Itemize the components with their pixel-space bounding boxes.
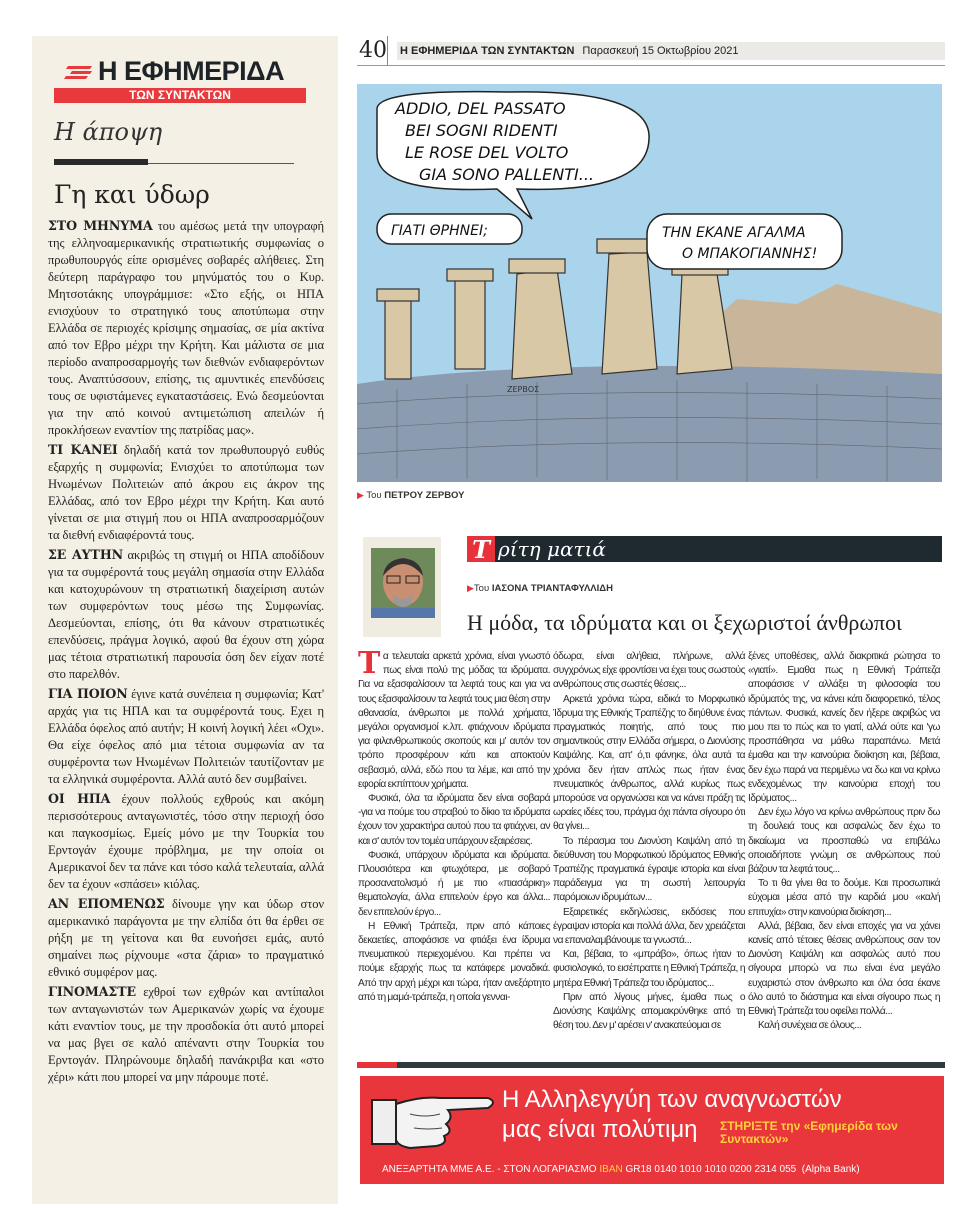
article-column-1 [358, 646, 550, 1005]
byline-prefix: Του [366, 490, 382, 501]
opinion-paragraph [48, 546, 324, 683]
paragraph-text: Δεν έχω λόγο να κρίνω ανθρώπους πριν δω τη δουλειά τους και ασφαλώς δεν έχω το δικαίωμα να προσπαθώ να επιβάλω οποιαδήποτε γνώμη σε ανθρώπους πού βάζουν τα λεφτά τους... [748, 807, 940, 876]
article-paragraph [553, 835, 745, 906]
opinion-paragraph [48, 790, 324, 893]
iban-label: IBAN [599, 1164, 623, 1175]
paragraph-text: Φυσικά, υπάρχουν ιδρύματα και ιδρύματα. Πλουσιότερα και φτωχότερα, με σοβαρό προσανατολισμό ή με πιο «πιασάρικη» θεματολογία, άλλα επιτελούν έργο και άλλα... δεν επιτελούν έργο... [358, 849, 550, 918]
article-paragraph [553, 948, 745, 991]
paragraph-text: όδωρα, είναι αλήθεια, πλήρωνε, αλλά συγχρόνως είχε φροντίσει να έχει τους σωστούς ανθρώπους στις σωστές θέσεις... [553, 651, 745, 691]
article-title: Η μόδα, τα ιδρύματα και οι ξεχωριστοί άνθρωποι [467, 610, 902, 635]
opinion-column [32, 36, 338, 1204]
article-column-3 [748, 650, 940, 1033]
paragraph-text: του αμέσως μετά την υπογραφή της ελληνοαμερικανικής στρατιωτικής συμφωνίας ο πρωθυπουργός είπε ορισμένες σοβαρές αλήθειες. Στη δεύτερη παράγραφο του μηνύματός του ο Κυρ. Μητσοτάκης υπογράμμισε: «Στο εξής, οι ΗΠΑ ενισχύουν το στρατηγικό τους αποτύπωμα στην Ελλάδα σε περιοχές κρίσιμης σημασίας, σε μία ακτίνα από τον Εβρο μέχρι την Κρήτη. Και μάλιστα σε μια περίοδο αναπροσαρμογής των διεθνών ενδιαφερόντων τους. Αναπτύσσουν, επίσης, τις αμυντικές επενδύσεις τους σε υφιστάμενες εγκαταστάσεις. Ενώ δεσμεύονται για την από κοινού αντιμετώπιση απειλών ή προκλήσεων εναντίον της πατρίδας μας». [48, 219, 325, 437]
bubble3-line2: Ο ΜΠΑΚΟΓΙΑΝΝΗΣ! [682, 246, 818, 262]
article-paragraph [358, 920, 550, 1005]
column-initial: Τ [467, 536, 495, 562]
header-strip [397, 42, 945, 60]
account-text: ΑΝΕΞΑΡΤΗΤΑ ΜΜΕ Α.Ε. - ΣΤΟΝ ΛΟΓΑΡΙΑΣΜΟ [382, 1164, 597, 1175]
opinion-title: Γη και ύδωρ [54, 180, 210, 209]
cartoon-byline [357, 490, 465, 501]
paragraph-lead: ΣΤΟ ΜΗΝΥΜΑ [48, 218, 153, 233]
ad-cta[interactable]: ΣΤΗΡΙΞΤΕ την «Εφημερίδα των Συντακτών» [720, 1119, 898, 1146]
paragraph-text: Το τι θα γίνει θα το δούμε. Και προσωπικά εύχομαι μέσα από την καρδιά μου «καλή επιτυχία» στην καινούρια διοίκηση... [748, 878, 940, 918]
article-paragraph [553, 991, 745, 1034]
paragraph-text: εχθροί των εχθρών και αντίπαλοι των ανταγωνιστών των Αμερικανών χωρίς να έχουμε κάτι εναντίον τους, με την προσδοκία ότι αυτό μπορεί να μας βγει σε καλό απέναντι στην Τουρκία του Ερντογάν. Πληρώνουμε δηλαδή πανάκριβα και «στο χέρι» κάτι που μπορεί να μην πάρουμε ποτέ. [48, 985, 324, 1084]
paragraph-text: Αλλά, βέβαια, δεν είναι εποχές για να χάνει κανείς από τέτοιες θέσεις ανθρώπους σαν τον Διονύση Καψάλη και ασφαλώς αυτό που σίγουρα μπορώ να πω είναι ένα μεγάλο ευχαριστώ στον άνθρωπο και όλα όσα έκανε όλο αυτό το διάστημα και είναι σίγουρο πως η Εθνική Τράπεζα του οφείλει πολλά... [748, 920, 940, 1018]
triangle-icon: ▶ [467, 583, 474, 593]
column-byline [467, 583, 613, 594]
paragraph-text: ακριβώς τη στιγμή οι ΗΠΑ αποδίδουν για τα συμφέροντά τους μεγάλη σημασία στην Ελλάδα και κατοχυρώνουν τη στρατιωτική διαχείριση αυτών των συμφερόντων τους μέσω της Συμφωνίας. Δεσμεύονται, επίσης, ότι θα κάνουν στρατιωτικές επενδύσεις, πράγμα λογικό, αφού θα έχουν στη χώρα μας τέτοια στρατιωτική παρουσία όση δεν είχαν ποτέ στο παρελθόν. [48, 548, 324, 681]
paragraph-lead: ΤΙ ΚΑΝΕΙ [48, 442, 118, 457]
paragraph-text: Αρκετά χρόνια τώρα, ειδικά το Μορφωτικό Ίδρυμα της Εθνικής Τραπέζης το διηύθυνε ένας πραγματικός ποιητής, από τους πιο σημαντικούς στην Ελλάδα σήμερα, ο Διονύσης Καψάλης. Και, απ' ό,τι φάνηκε, όλα αυτά τα χρόνια δεν ήταν απλώς πως ήταν ένας πνευματικός άνθρωπος, αλλά κυρίως πως μπορούσε να οργανώσει και να κάνει πράξη τις ωραίες ιδέες του, πράγμα όχι πάντα σίγουρο ότι θα γίνει... [553, 693, 745, 833]
paragraph-text: έχουν πολλούς εχθρούς και ακόμη περισσότερους ανταγωνιστές, τόσο στην περιοχή όσο και παγκοσμίως. Εμείς μόνο με την Τουρκία του Ερντογάν έχουμε πρόβλημα, με την οποία οι Αμερικανοί δεν τα πάνε και τόσο καλά τελευταία, αλλά δεν τα έχουν «σπάσει» κιόλας. [48, 792, 324, 891]
ad-headline-1: Η Αλληλεγγύη των αναγνωστών [502, 1086, 842, 1113]
article-paragraph [748, 806, 940, 877]
paragraph-text: Και, βέβαια, το «μπράβο», όπως ήταν το φυσιολογικό, το εισέπραττε η Εθνική Τράπεζα, η μητέρα Εθνική Τράπεζα του ιδρύματος... [553, 949, 745, 989]
paper-name: Η ΕΦΗΜΕΡΙΔΑ ΤΩΝ ΣΥΝΤΑΚΤΩΝ [400, 45, 575, 57]
article-paragraph [553, 693, 745, 835]
logo-subtitle: ΤΩΝ ΣΥΝΤΑΚΤΩΝ [54, 88, 306, 103]
iban-number: GR18 0140 1010 1010 0200 2314 055 [625, 1164, 797, 1175]
paragraph-text: δηλαδή κατά τον πρωθυπουργό ευθύς εξαρχής η συμφωνία; Ενισχύει το αποτύπωμα των Ηνωμένων Πολιτειών από άκρου εις άκρον της Ελλάδας, από τον Εβρο μέχρι την Κρήτη. Και αυτό γίνεται σε μια στιγμή που οι ΗΠΑ αναπροσαρμόζουν τα διεθνή ενδιαφέροντά τους. [48, 443, 324, 542]
ad-account-line [382, 1164, 860, 1175]
paragraph-text: Η Εθνική Τράπεζα, πριν από κάποιες δεκαετίες, αποφάσισε να φτιάξει ένα ίδρυμα πνευματικού περιεχομένου. Και πρέπει να πούμε εξαρχής πως τα κατάφερε μοναδικά. Από την αρχή μέχρι και τώρα, ήταν ανεξάρτητο από τη μαμά-τράπεζα, η οποία γενναι- [358, 920, 550, 1003]
paragraph-lead: ΟΙ ΗΠΑ [48, 791, 111, 806]
logo-name: Η ΕΦΗΜΕΡΙΔΑ [98, 56, 285, 86]
article-paragraph [358, 646, 550, 792]
bubble1-line4: GIA SONO PALLENTI... [419, 165, 594, 184]
pointing-hand-icon [370, 1084, 500, 1154]
paragraph-lead: ΑΝ ΕΠΟΜΕΝΩΣ [48, 896, 165, 911]
paragraph-text: Καλή συνέχεια σε όλους... [758, 1020, 862, 1032]
opinion-paragraph [48, 983, 324, 1086]
paragraph-text: Το πέρασμα του Διονύση Καψάλη από τη διεύθυνση του Μορφωτικού Ιδρύματος Εθνικής Τραπέζης πραγματικά έγραψε ιστορία και είναι παράδειγμα για τη σωστή λειτουργία παρόμοιων ιδρυμάτων... [553, 835, 745, 904]
ad-headline-2: μας είναι πολύτιμη [502, 1116, 698, 1143]
byline-prefix: Του [473, 583, 490, 594]
cartoon-illustration [357, 84, 942, 482]
article-paragraph [748, 920, 940, 1019]
divider-bar [357, 1062, 945, 1068]
paragraph-text: Φυσικά, όλα τα ιδρύματα δεν είναι σοβαρά -για να πούμε του στραβού το δίκιο τα ιδρύματα έχουν τον χαρακτήρα αυτού που τα φτιάχνει, αν και σ' αυτόν τον τομέα υπάρχουν εξαιρέσεις. [358, 793, 550, 847]
article-paragraph [748, 650, 940, 806]
solidarity-ad-banner[interactable] [360, 1076, 944, 1184]
triangle-icon: ▶ [357, 490, 364, 500]
paragraph-lead: ΓΙΝΟΜΑΣΤΕ [48, 984, 137, 999]
article-paragraph [553, 906, 745, 949]
column-author: ΙΑΣΟΝΑ ΤΡΙΑΝΤΑΦΥΛΛΙΔΗ [491, 583, 613, 594]
bubble1-line3: LE ROSE DEL VOLTO [405, 143, 569, 162]
paragraph-lead: ΣΕ ΑΥΤΗΝ [48, 547, 124, 562]
bubble2-text: ΓΙΑΤΙ ΘΡΗΝΕΙ; [391, 223, 488, 239]
article-paragraph [553, 650, 745, 693]
column-header [467, 536, 942, 562]
bubble1-line2: BEI SOGNI RIDENTI [405, 121, 558, 140]
paragraph-text: Εξαιρετικές εκδηλώσεις, εκδόσεις που έγραψαν ιστορία και πολλά άλλα, δεν χρειάζεται να επαναλαμβάνουμε τα γνωστά... [553, 906, 745, 947]
page-number: 40 [359, 38, 387, 63]
opinion-paragraph [48, 217, 324, 439]
article-paragraph [748, 1019, 940, 1033]
bubble3-line1: ΤΗΝ ΕΚΑΝΕ ΑΓΑΛΜΑ [662, 225, 806, 241]
opinion-paragraph [48, 685, 324, 788]
paragraph-text: έγινε κατά συνέπεια η συμφωνία; Κατ' αρχάς για τις ΗΠΑ και τα συμφέροντά τους. Εχει η Ελλάδα όφελος από αυτήν; Η κοινή λογική λέει «Οχι». Θα είχε όφελος από μια τέτοια συμφωνία αν τα συμφέροντα των Ηνωμένων Πολιτειών ταυτίζονταν με τα ελληνικά συμφέροντα. Αλλά αυτό δεν συμβαίνει. [48, 687, 325, 786]
bank-name: (Alpha Bank) [801, 1164, 860, 1175]
opinion-paragraph [48, 895, 324, 981]
paragraph-text: Πριν από λίγους μήνες, έμαθα πως ο Διονύσης Καψάλης απομακρύνθηκε από τη θέση του. Δεν μ' αρέσει ν' ανακατεύομαι σε [553, 991, 745, 1032]
opinion-paragraph [48, 441, 324, 544]
newspaper-logo [42, 48, 328, 108]
paragraph-text: δίνουμε γην και ύδωρ στον αμερικανικό παράγοντα με την ελπίδα ότι θα έρθει σε ρήξη με τη γείτονα και θα ευνοήσει εμάς, αυτό σημαίνει πως ρίχνουμε «στα ζάρια» το πραγματικό εθνικό συμφέρον μας. [48, 897, 324, 979]
speed-streak-icon [64, 64, 94, 80]
page-header [357, 36, 945, 66]
column-label: ρίτη ματιά [498, 537, 606, 561]
section-label: Η άποψη [54, 118, 163, 146]
paragraph-lead: ΓΙΑ ΠΟΙΟΝ [48, 686, 128, 701]
paragraph-text: ξένες υποθέσεις, αλλά διακριτικά ρώτησα το «γιατί». Εμαθα πως η Εθνική Τράπεζα αποφάσισε ν' αλλάξει τη φιλοσοφία του ιδρύματός της, να κάνει κάτι διαφορετικό, τέλος πάντων. Φυσικά, κανείς δεν ήξερε ακριβώς να μου πει το πώς και το γιατί, αλλά ούτε και 'γω προσπάθησα να μάθω παραπάνω. Μετά έμαθα και την καινούρια διοίκηση και, βέβαια, δεν έχω παρά να περιμένω να δω και να κρίνω ενδεχομένως την καινούρια εποχή του Ιδρύματος... [748, 651, 940, 805]
opinion-body [48, 217, 324, 1086]
cartoonist-signature: ΖΕΡΒΟΣ [507, 385, 540, 394]
editorial-cartoon [357, 84, 942, 482]
paragraph-text: α τελευταία αρκετά χρόνια, είναι γνωστό πως είναι πολύ της μόδας τα ιδρύματα. Για να εξασφαλίσουν τα λεφτά τους και για να τους εξασφαλίσουν τα λεφτά τους μια θέση στην αθανασία, άνθρωποι με πολλά χρήματα, μεγάλοι οργανισμοί κ.λπ. φτιάχνουν ιδρύματα για φιλανθρωπικούς σκοπούς και μ' αυτόν τον τρόπο προσφέρουν κάτι και αποκτούν σεβασμό, αλλά, εδώ που τα λέμε, και από την εφορία εκπίπτουν χρήματα. [358, 651, 550, 790]
bubble1-line1: ADDIO, DEL PASSATO [395, 99, 566, 118]
article-paragraph [358, 792, 550, 849]
drop-cap: Τ [358, 646, 380, 681]
article-paragraph [358, 849, 550, 920]
issue-date: Παρασκευή 15 Οκτωβρίου 2021 [582, 45, 739, 57]
author-photo [363, 537, 441, 637]
article-paragraph [748, 877, 940, 920]
cartoon-author: ΠΕΤΡΟΥ ΖΕΡΒΟΥ [384, 490, 465, 501]
article-column-2 [553, 650, 745, 1033]
section-divider [54, 158, 294, 164]
